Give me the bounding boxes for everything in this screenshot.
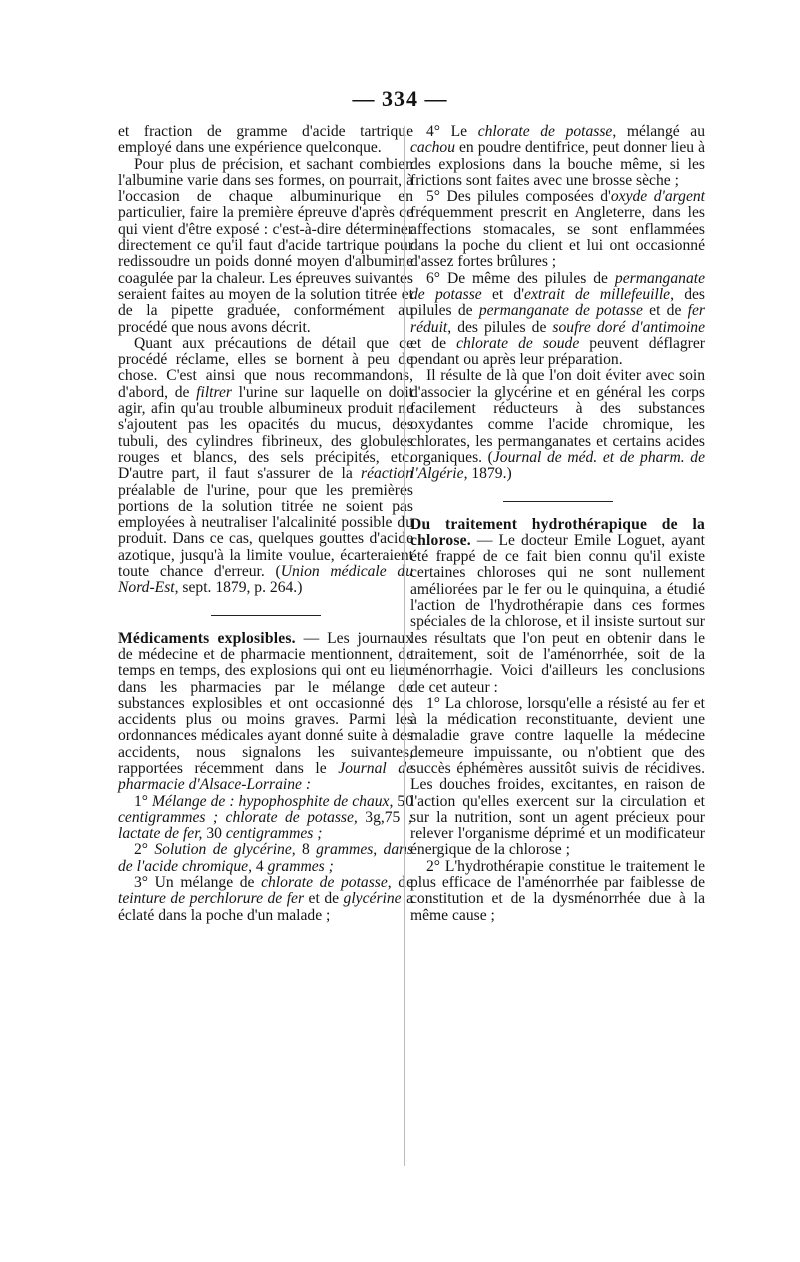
source-citation: Journal de méd. et de pharm. de l'Algérie	[410, 448, 705, 483]
dose-value: 30	[206, 825, 222, 843]
paragraph-explosives-intro	[118, 631, 413, 794]
text-run: et de	[304, 890, 344, 908]
italic-run: grammes ;	[263, 857, 334, 875]
italic-run: soufre doré d'antimoine	[552, 318, 705, 336]
text-run: et de	[410, 334, 457, 352]
list-number: 6°	[426, 269, 447, 287]
italic-run: chlorate de soude	[456, 334, 580, 352]
italic-run: chlorate de potasse	[477, 123, 613, 140]
section-heading-explosives: Médicaments explosibles.	[118, 629, 296, 647]
paragraph-precautions	[118, 336, 413, 597]
list-number: 2°	[426, 857, 445, 875]
text-run: a éclaté dans la poche d'un malade ;	[118, 890, 413, 924]
italic-run: cachou	[410, 139, 456, 157]
italic-run: extrait de millefeuille	[524, 285, 671, 303]
list-item-1	[118, 794, 413, 843]
text-run: De même des pilules de	[446, 269, 615, 287]
list-number: 3°	[134, 874, 155, 892]
text-run: Un mélange de	[154, 874, 262, 892]
text-run: , des pilules de	[447, 318, 553, 336]
section-heading-chlorosis: Du traitement hydrothérapique de la chlorose.	[410, 515, 705, 549]
dose-value: 4	[255, 857, 264, 875]
paragraph-conclusion	[410, 368, 705, 482]
italic-run: fer réduit	[410, 302, 705, 336]
column-divider	[404, 126, 405, 1166]
list-number: 2°	[134, 841, 155, 859]
list-number: 4°	[426, 123, 451, 140]
list-item-6	[410, 271, 705, 369]
italic-run: Mélange de : hypophosphite de chaux,	[152, 792, 398, 810]
text-run: — Les journaux de médecine et de pharmacie mentionnent, de temps en temps, des explosions qui ont eu lieu dans les pharmacies par le mélange de substances explosibles et ont occasionné des accidents plus ou moins graves. Parmi les ordonnances médicales ayant donné suite à des accidents, nous signalons les suivantes, rapportées récemment dans le	[118, 629, 413, 777]
paragraph-precision: Pour plus de précision, et sachant combien l'albumine varie dans ses formes, on pourrait, à l'occasion de chaque albuminurique en particulier, faire la première épreuve d'après ce qui vient d'être exposé : c'est-à-dire déterminer directement ce qu'il faut d'acide tartrique pour redissoudre un poids donné moyen d'albumine coagulée par la chaleur. Les épreuves suivantes seraient faites au moyen de la solution titrée et de la pipette graduée, conformément au procédé que nous avons décrit.	[118, 155, 413, 336]
text-run: fréquemment prescrit en Angleterre, dans les affections stomacales, se sont enflammées dans la poche du client et lui ont occasionné d'assez fortes brûlures ;	[410, 204, 705, 271]
text-run: , des pilules de	[410, 285, 705, 320]
conclusion-item-2	[410, 859, 705, 924]
italic-run: ; lactate de fer,	[118, 808, 413, 843]
italic-run: centigrammes ;	[221, 825, 323, 843]
italic-run: centigrammes ; chlorate de potasse,	[118, 808, 366, 826]
left-column	[118, 124, 413, 924]
paragraph-chlorosis-intro	[410, 517, 705, 696]
text-run: La chlorose, lorsqu'elle a résisté au fer et à la médication reconstituante, devient une maladie grave contre laquelle la médecine demeure impuissante, ou n'obtient que des succès éphémères aussitôt suivis de récidives. Les douches froides, excitantes, en raison de l'action qu'elles exercent sur la circulation et sur la nutrition, sont un agent précieux pour relever l'organisme déprimé et un modificateur énergique de la chlorose ;	[410, 694, 705, 859]
text-run: peuvent déflagrer pendant ou après leur préparation.	[410, 334, 705, 369]
page-number: — 334 —	[352, 86, 448, 111]
right-column	[410, 124, 705, 924]
list-item-5	[410, 189, 705, 270]
text-run: — Le docteur Emile Loguet, ayant été frappé de ce fait bien connu qu'il existe certaines chloroses qui ne sont nullement améliorées par le fer ou le quinquina, a étudié l'action de l'hydrothérapie dans ces formes spéciales de la chlorose, et il insiste surtout sur les résultats que l'on peut en obtenir dans le traitement, soit de l'aménorrhée, soit de la ménorrhagie. Voici d'ailleurs les conclusions de cet auteur :	[410, 531, 705, 696]
italic-run: réaction	[361, 465, 413, 483]
text-run: Quant aux précautions de détail que ce procédé réclame, elles se bornent à peu de chose. C'est ainsi que nous recommandons, d'abord, de	[118, 334, 413, 401]
text-run: L'hydrothérapie constitue le traitement le plus efficace de l'aménorrhée par faiblesse de constitution et de la dysménorrhée due à la même cause ;	[410, 857, 705, 924]
dose-value: 8	[302, 841, 310, 859]
italic-run: Solution de glycérine,	[154, 841, 302, 859]
source-reference: , sept. 1879, p. 264.)	[174, 579, 303, 597]
text-run: Il résulte de là que l'on doit éviter avec soin d'associer la glycérine et en général les corps facilement réducteurs à des substances oxydantes comme l'acide chromique, les chlorates, les permanganates et certains acides organiques. (	[410, 367, 705, 466]
conclusion-item-1	[410, 696, 705, 859]
text-run: Des pilules composées d'	[446, 188, 611, 206]
journal-title: Journal de pharmacie d'Alsace-Lorraine :	[118, 759, 413, 794]
text-run: , mélangé au	[612, 123, 705, 140]
text-run: et de	[642, 302, 688, 320]
italic-run: chlorate de potasse	[261, 874, 388, 892]
list-item-2	[118, 842, 413, 875]
list-number: 1°	[134, 792, 153, 810]
section-separator	[503, 501, 613, 502]
list-number: 5°	[426, 188, 447, 206]
source-reference: , 1879.)	[463, 465, 512, 483]
italic-run: filtrer	[196, 383, 232, 401]
text-run: Le	[450, 123, 478, 140]
italic-run: glycérine	[343, 890, 402, 908]
italic-run: oxyde d'argent	[610, 188, 705, 206]
text-run: en poudre dentifrice, peut donner lieu à des explosions dans la bouche même, si les frictions sont faites avec une brosse sèche ;	[410, 139, 705, 189]
list-item-3	[118, 875, 413, 924]
dose-value: 3g,75	[365, 808, 401, 826]
dose-value: 50	[397, 792, 413, 810]
italic-run: grammes, dans de l'acide chromique,	[118, 841, 413, 875]
list-item-4	[410, 124, 705, 189]
italic-run: teinture de perchlorure de fer	[118, 890, 305, 908]
italic-run: permanganate de potasse	[478, 302, 643, 320]
italic-run: permanganate de potasse	[410, 269, 705, 303]
section-separator	[211, 615, 321, 616]
text-run: l'urine sur laquelle on doit agir, afin qu'au trouble albumineux produit ne s'ajoutent pas les opacités du mucus, des tubuli, des cylindres fibrineux, des globules rouges et blancs, des sels précipités, etc. D'autre part, il faut s'assurer de la	[118, 383, 413, 483]
text-run: , de	[387, 874, 414, 892]
list-number: 1°	[426, 694, 445, 712]
source-citation: Union médicale du Nord-Est	[118, 563, 413, 597]
paragraph-continuation: et fraction de gramme d'acide tartrique employé dans une expérience quelconque.	[118, 123, 413, 157]
text-run: préalable de l'urine, pour que les premières portions de la solution titrée ne soient pas employées à neutraliser l'alcalinité possible du produit. Dans ce cas, quelques gouttes d'acide azotique, jusqu'à la limite voulue, écarteraient toute chance d'erreur. (	[118, 481, 413, 581]
text-run: et d'	[481, 285, 525, 303]
